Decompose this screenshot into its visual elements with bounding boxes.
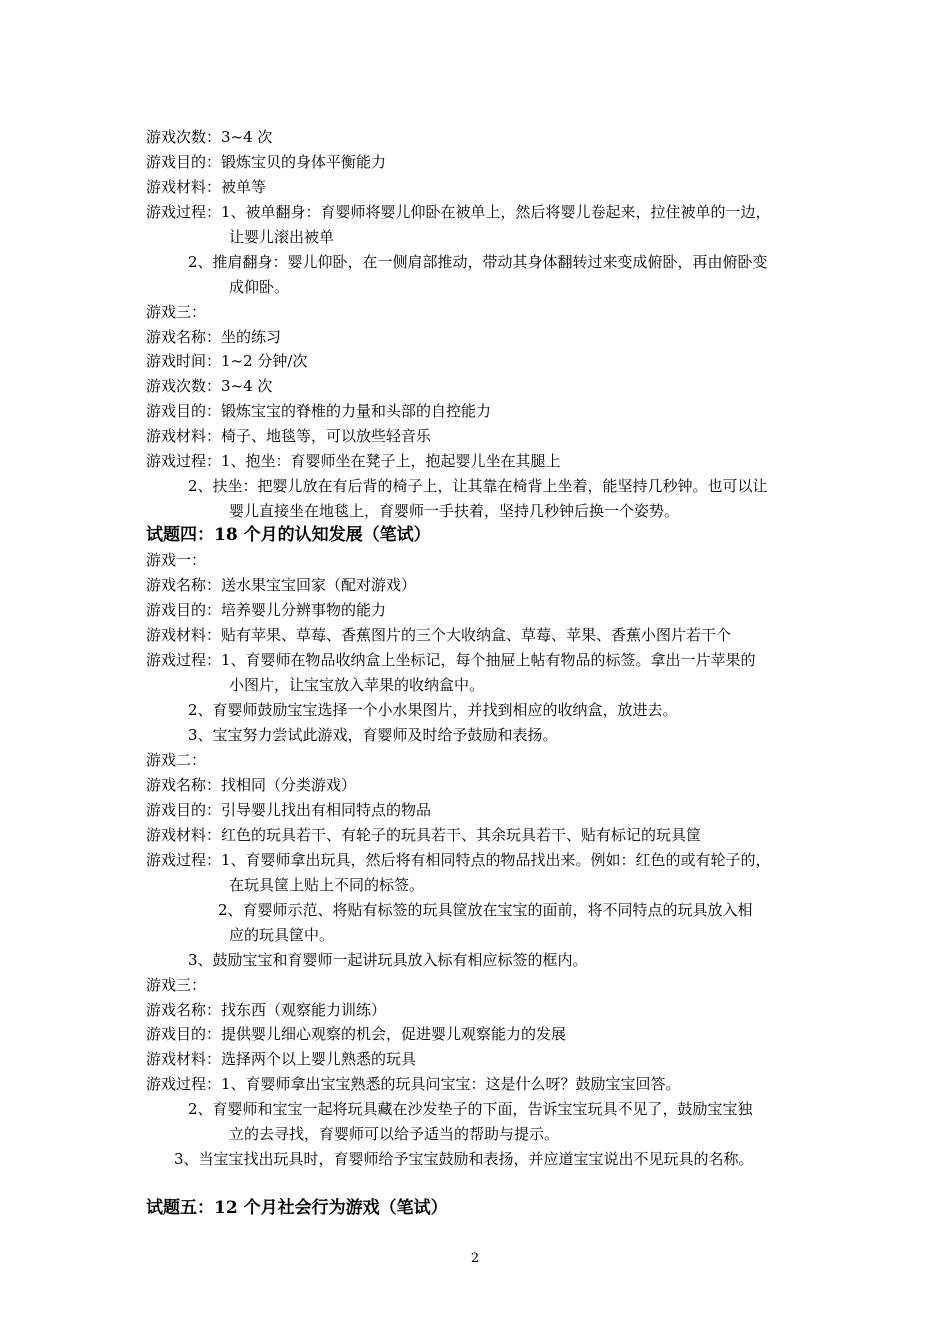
page-number: 2 bbox=[470, 1251, 480, 1266]
s3-game2-goal: 游戏目的：锻炼宝贝的身体平衡能力 bbox=[146, 153, 387, 171]
s4-game3-title: 游戏三： bbox=[146, 976, 207, 994]
s4-game1-process-3: 3、宝宝努力尝试此游戏，育婴师及时给予鼓励和表扬。 bbox=[188, 726, 558, 744]
section-five-heading: 试题五：12 个月社会行为游戏（笔试） bbox=[146, 1198, 448, 1218]
s3-game2-process-2b: 成仰卧。 bbox=[229, 278, 290, 296]
s4-game3-process-2b: 立的去寻找，育婴师可以给予适当的帮助与提示。 bbox=[229, 1125, 560, 1143]
s4-game1-goal: 游戏目的：培养婴儿分辨事物的能力 bbox=[146, 601, 387, 619]
s4-game3-goal: 游戏目的：提供婴儿细心观察的机会，促进婴儿观察能力的发展 bbox=[146, 1025, 567, 1043]
s4-game1-name: 游戏名称：送水果宝宝回家（配对游戏） bbox=[146, 576, 417, 594]
s3-game3-process-2a: 2、扶坐：把婴儿放在有后背的椅子上，让其靠在椅背上坐着，能坚持几秒钟。也可以让 bbox=[188, 477, 768, 495]
s4-game2-process-1b: 在玩具筐上贴上不同的标签。 bbox=[229, 876, 425, 894]
s4-game3-process-1: 游戏过程：1、育婴师拿出宝宝熟悉的玩具问宝宝：这是什么呀？鼓励宝宝回答。 bbox=[146, 1075, 681, 1093]
s4-game2-process-1a: 游戏过程：1、育婴师拿出玩具，然后将有相同特点的物品找出来。例如：红色的或有轮子的， bbox=[146, 851, 771, 869]
s4-game1-process-1a: 游戏过程：1、育婴师在物品收纳盒上坐标记，每个抽屉上帖有物品的标签。拿出一片苹果的 bbox=[146, 651, 756, 669]
s4-game2-process-2b: 应的玩具筐中。 bbox=[229, 926, 335, 944]
s4-game3-process-2a: 2、育婴师和宝宝一起将玩具藏在沙发垫子的下面，告诉宝宝玩具不见了，鼓励宝宝独 bbox=[188, 1100, 753, 1118]
s4-game2-process-3: 3、鼓励宝宝和育婴师一起讲玩具放入标有相应标签的框内。 bbox=[188, 951, 588, 969]
s4-game2-title: 游戏二： bbox=[146, 751, 207, 769]
s3-game2-process-1b: 让婴儿滚出被单 bbox=[229, 228, 335, 246]
s3-game3-process-2b: 婴儿直接坐在地毯上，育婴师一手扶着，坚持几秒钟后换一个姿势。 bbox=[229, 502, 680, 520]
s4-game2-process-2a: 2、育婴师示范、将贴有标签的玩具筐放在宝宝的面前，将不同特点的玩具放入相 bbox=[218, 901, 753, 919]
s4-game3-material: 游戏材料：选择两个以上婴儿熟悉的玩具 bbox=[146, 1050, 417, 1068]
s3-game3-process-1: 游戏过程：1、抱坐：育婴师坐在凳子上，抱起婴儿坐在其腿上 bbox=[146, 452, 561, 470]
section-four-heading: 试题四：18 个月的认知发展（笔试） bbox=[146, 525, 431, 545]
s4-game1-material: 游戏材料：贴有苹果、草莓、香蕉图片的三个大收纳盒、草莓、苹果、香蕉小图片若干个 bbox=[146, 626, 732, 644]
s3-game3-title: 游戏三： bbox=[146, 303, 207, 321]
s4-game1-title: 游戏一： bbox=[146, 551, 207, 569]
s3-game3-name: 游戏名称：坐的练习 bbox=[146, 328, 282, 346]
s4-game1-process-1b: 小图片，让宝宝放入苹果的收纳盒中。 bbox=[229, 676, 485, 694]
s3-game3-material: 游戏材料：椅子、地毯等，可以放些轻音乐 bbox=[146, 427, 432, 445]
s3-game2-count: 游戏次数：3~4 次 bbox=[146, 128, 273, 146]
s4-game2-goal: 游戏目的：引导婴儿找出有相同特点的物品 bbox=[146, 801, 432, 819]
s3-game3-time: 游戏时间：1~2 分钟/次 bbox=[146, 352, 308, 370]
s4-game2-material: 游戏材料：红色的玩具若干、有轮子的玩具若干、其余玩具若干、贴有标记的玩具筐 bbox=[146, 826, 702, 844]
s4-game3-name: 游戏名称：找东西（观察能力训练） bbox=[146, 1001, 387, 1019]
s3-game2-material: 游戏材料：被单等 bbox=[146, 178, 267, 196]
s4-game1-process-2: 2、育婴师鼓励宝宝选择一个小水果图片，并找到相应的收纳盒，放进去。 bbox=[188, 701, 678, 719]
s3-game2-process-2a: 2、推肩翻身：婴儿仰卧，在一侧肩部推动，带动其身体翻转过来变成俯卧，再由俯卧变 bbox=[188, 253, 768, 271]
s4-game2-name: 游戏名称：找相同（分类游戏） bbox=[146, 776, 357, 794]
s3-game3-goal: 游戏目的：锻炼宝宝的脊椎的力量和头部的自控能力 bbox=[146, 402, 492, 420]
s4-game3-process-3: 3、当宝宝找出玩具时，育婴师给予宝宝鼓励和表扬，并应道宝宝说出不见玩具的名称。 bbox=[174, 1150, 754, 1168]
s3-game2-process-1a: 游戏过程：1、被单翻身：育婴师将婴儿仰卧在被单上，然后将婴儿卷起来，拉住被单的一边， bbox=[146, 203, 771, 221]
s3-game3-count: 游戏次数：3~4 次 bbox=[146, 377, 273, 395]
